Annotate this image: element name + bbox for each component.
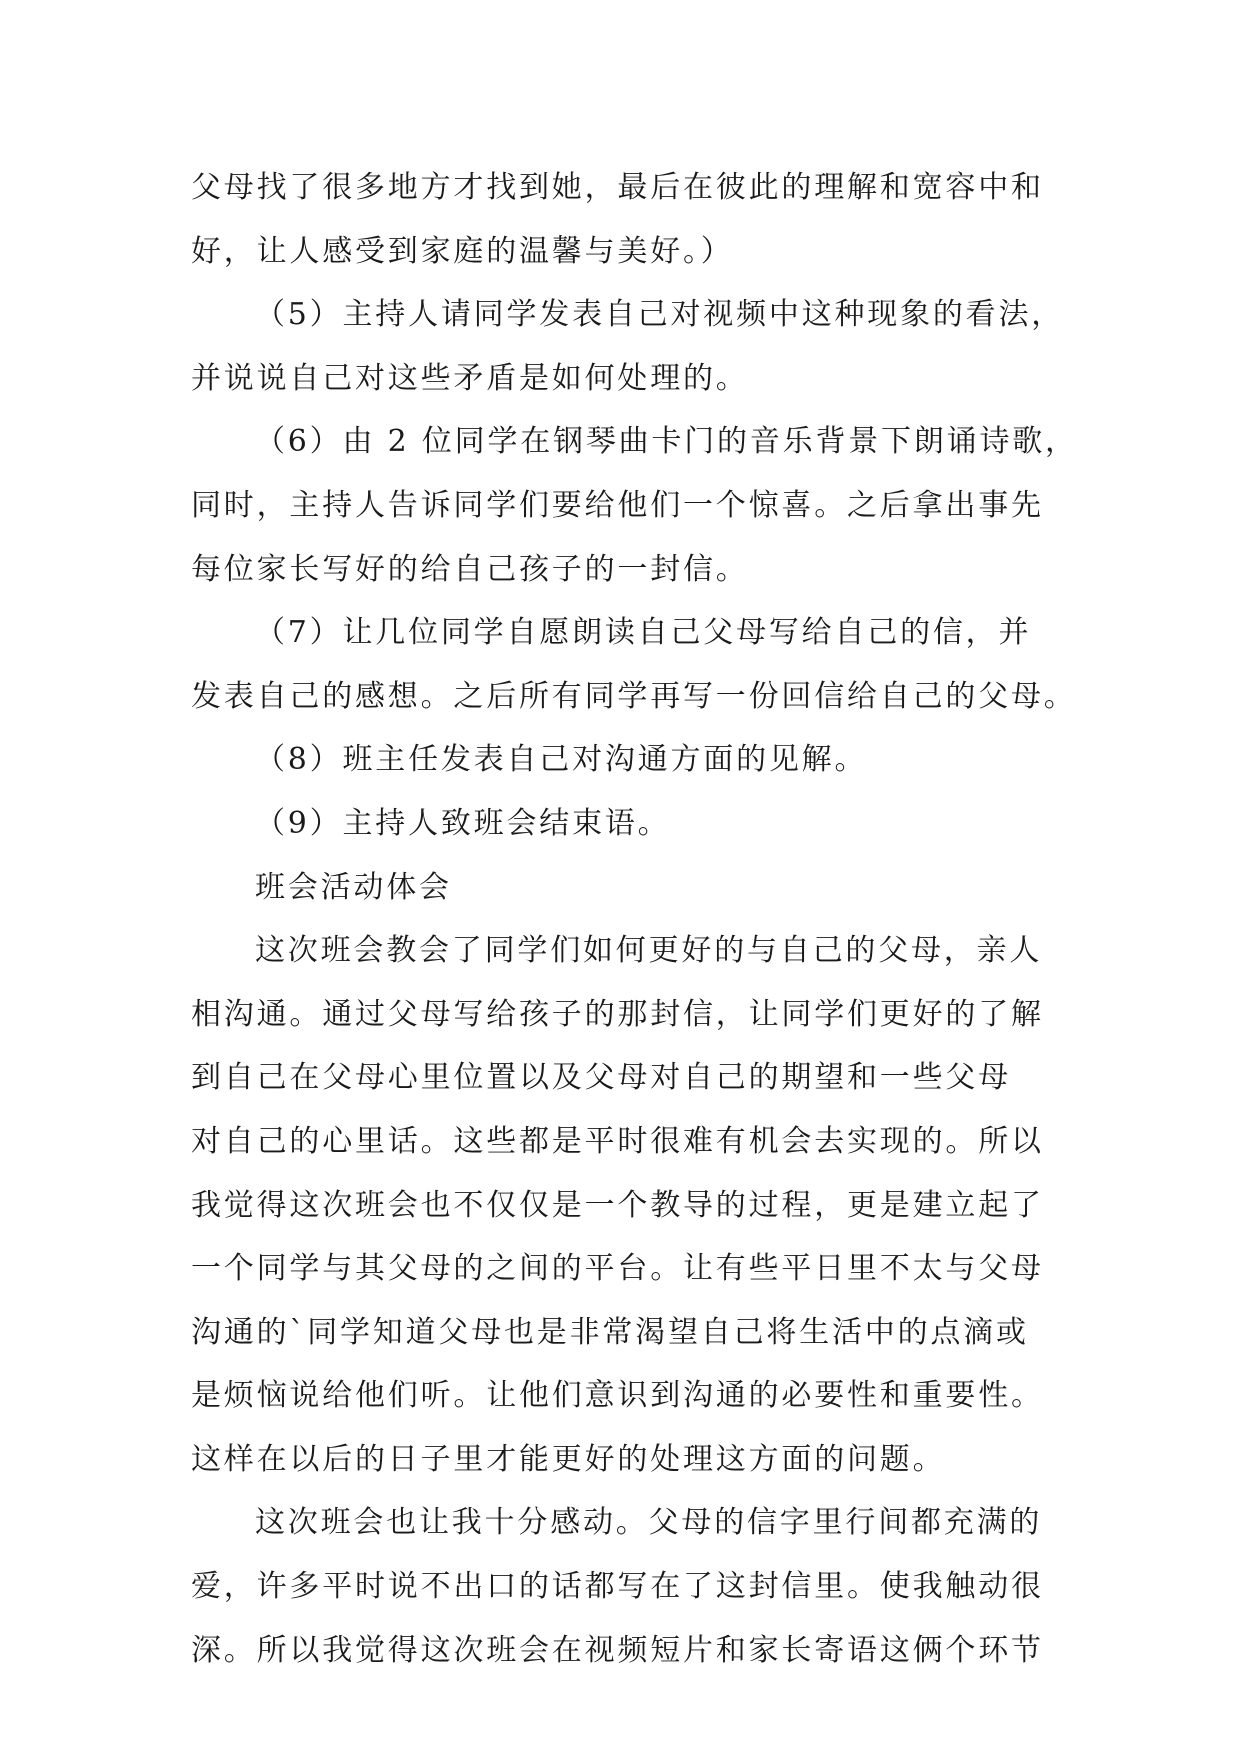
text-line: 这样在以后的日子里才能更好的处理这方面的问题。: [191, 1441, 946, 1477]
text-line: 一个同学与其父母的之间的平台。让有些平日里不太与父母: [191, 1251, 1044, 1287]
text-line: 并说说自己对这些矛盾是如何处理的。: [191, 360, 749, 396]
section-heading: 班会活动体会: [255, 869, 452, 905]
text-line: 相沟通。通过父母写给孩子的那封信，让同学们更好的了解: [191, 996, 1044, 1032]
text-line: 爱，许多平时说不出口的话都写在了这封信里。使我触动很: [191, 1569, 1044, 1605]
text-line: 每位家长写好的给自己孩子的一封信。: [191, 551, 749, 587]
text-line: 好，让人感受到家庭的温馨与美好。）: [191, 233, 734, 269]
text-line: 深。所以我觉得这次班会在视频短片和家长寄语这俩个环节: [191, 1632, 1044, 1668]
text-line: 这次班会教会了同学们如何更好的与自己的父母，亲人: [255, 933, 1043, 969]
document-body: [191, 156, 1078, 1682]
text-line: 沟通的`同学知道父母也是非常渴望自己将生活中的点滴或: [191, 1314, 1029, 1350]
text-line: 我觉得这次班会也不仅仅是一个教导的过程，更是建立起了: [191, 1187, 1044, 1223]
text-line: 父母找了很多地方才找到她，最后在彼此的理解和宽容中和: [191, 170, 1044, 205]
text-line: （9）主持人致班会结束语。: [255, 805, 671, 841]
text-line: （7）让几位同学自愿朗读自己父母写给自己的信，并: [255, 615, 1032, 651]
text-line: （5）主持人请同学发表自己对视频中这种现象的看法，: [255, 297, 1065, 333]
text-line: 这次班会也让我十分感动。父母的信字里行间都充满的: [255, 1505, 1043, 1541]
text-line: （6）由 2 位同学在钢琴曲卡门的音乐背景下朗诵诗歌，: [255, 424, 1078, 460]
text-line: 发表自己的感想。之后所有同学再写一份回信给自己的父母。: [191, 678, 1077, 714]
text-line: 同时，主持人告诉同学们要给他们一个惊喜。之后拿出事先: [191, 487, 1044, 523]
text-line: （8）班主任发表自己对沟通方面的见解。: [255, 742, 868, 778]
text-line: 对自己的心里话。这些都是平时很难有机会去实现的。所以: [191, 1123, 1044, 1159]
text-line: 到自己在父母心里位置以及父母对自己的期望和一些父母: [191, 1060, 1011, 1096]
text-line: 是烦恼说给他们听。让他们意识到沟通的必要性和重要性。: [191, 1378, 1044, 1414]
